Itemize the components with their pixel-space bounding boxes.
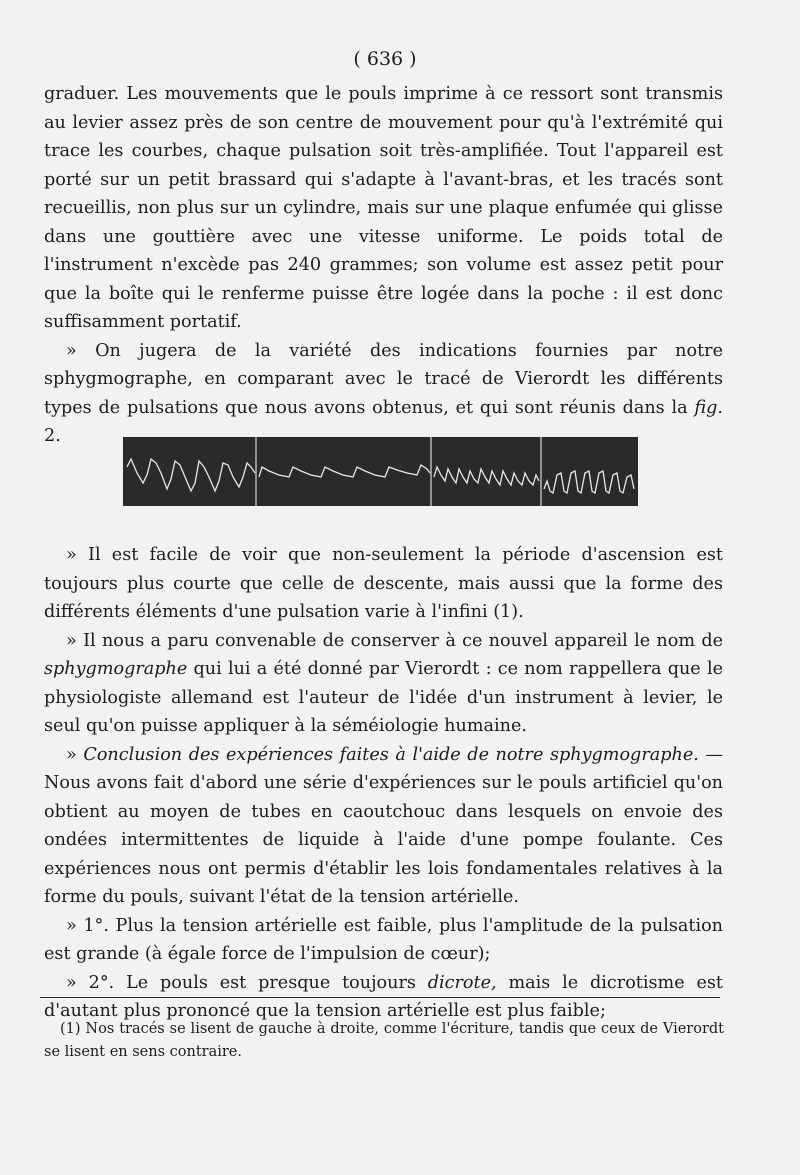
term-dicrote: dicrote, — [427, 972, 497, 993]
fig-reference: fig. — [694, 397, 723, 418]
footnote-separator — [40, 997, 720, 998]
paragraph-4-text-end: qui lui a été donné par Vierordt : ce nom rappellera que le physiologiste allemand est l'auteur de l'idée d'un instrument à levier, le seul qu'on puisse appliquer à la séméiologie humaine. — [44, 659, 723, 736]
pulse-tracing-3 — [434, 467, 539, 485]
paragraph-1: graduer. Les mouvements que le pouls imprime à ce ressort sont transmis au levier assez près de son centre de mouvement pour qu'à l'extrémité qui trace les courbes, chaque pulsation soit très-amplifiée. Tout l'appareil est porté sur un petit brassard qui s'adapte à l'avant-bras, et les tracés sont recueillis, non plus sur un cylindre, mais sur une plaque enfumée qui glisse dans une gouttière avec une vitesse uniforme. Le poids total de l'instrument n'excède pas 240 grammes; son volume est assez petit pour que la boîte qui le renferme puisse être logée dans la poche : il est donc suffisamment portatif. — [44, 84, 723, 332]
footnote — [44, 1018, 724, 1064]
pulse-tracing-1 — [127, 459, 255, 491]
page-number: ( 636 ) — [353, 48, 417, 70]
paragraph-3: » Il est facile de voir que non-seulement la période d'ascension est toujours plus courte que celle de descente, mais aussi que la forme des différents éléments d'une pulsation varie à l'infini (1). — [44, 545, 723, 622]
paragraph-7-text-end: mais le dicrotisme est d'autant plus prononcé que la tension artérielle est plus faible; — [44, 972, 723, 1021]
paragraph-6: » 1°. Plus la tension artérielle est faible, plus l'amplitude de la pulsation est grande (à égale force de l'impulsion de cœur); — [44, 915, 723, 964]
paragraph-4-text: » Il nous a paru convenable de conserver à ce nouvel appareil le nom de — [66, 630, 723, 651]
body-text-top — [44, 80, 723, 451]
body-text-bottom — [44, 541, 723, 1026]
paragraph-4 — [44, 627, 723, 741]
paragraph-2 — [44, 337, 723, 451]
section-heading-conclusion: Conclusion des expériences faites à l'aide de notre sphygmographe. — [83, 744, 699, 765]
paragraph-5-text: — Nous avons fait d'abord une série d'expériences sur le pouls artificiel qu'on obtient au moyen de tubes en caoutchouc dans lesquels on envoie des ondées intermittentes de liquide à l'aide d'une pompe foulante. Ces expériences nous ont permis d'établir les lois fondamentales relatives à la forme du pouls, suivant l'état de la tension artérielle. — [44, 744, 724, 907]
paragraph-5-marker: » — [66, 744, 84, 765]
sphygmograph-tracing-figure — [123, 437, 638, 506]
pulse-tracing-4 — [544, 471, 634, 493]
pulse-tracing-2 — [259, 465, 430, 477]
term-sphygmographe: sphygmographe — [44, 659, 188, 679]
tracing-plate — [123, 437, 638, 506]
paragraph-7-text: » 2°. Le pouls est presque toujours — [66, 972, 428, 993]
paragraph-5 — [44, 741, 723, 912]
fig-number: 2. — [44, 426, 61, 446]
footnote-text: (1) Nos tracés se lisent de gauche à droite, comme l'écriture, tandis que ceux de Vierordt se lisent en sens contraire. — [44, 1021, 724, 1060]
paragraph-2-text: » On jugera de la variété des indications fournies par notre sphygmographe, en comparant avec le tracé de Vierordt les différents types de pulsations que nous avons obtenus, et qui sont réunis dans la — [44, 340, 723, 418]
